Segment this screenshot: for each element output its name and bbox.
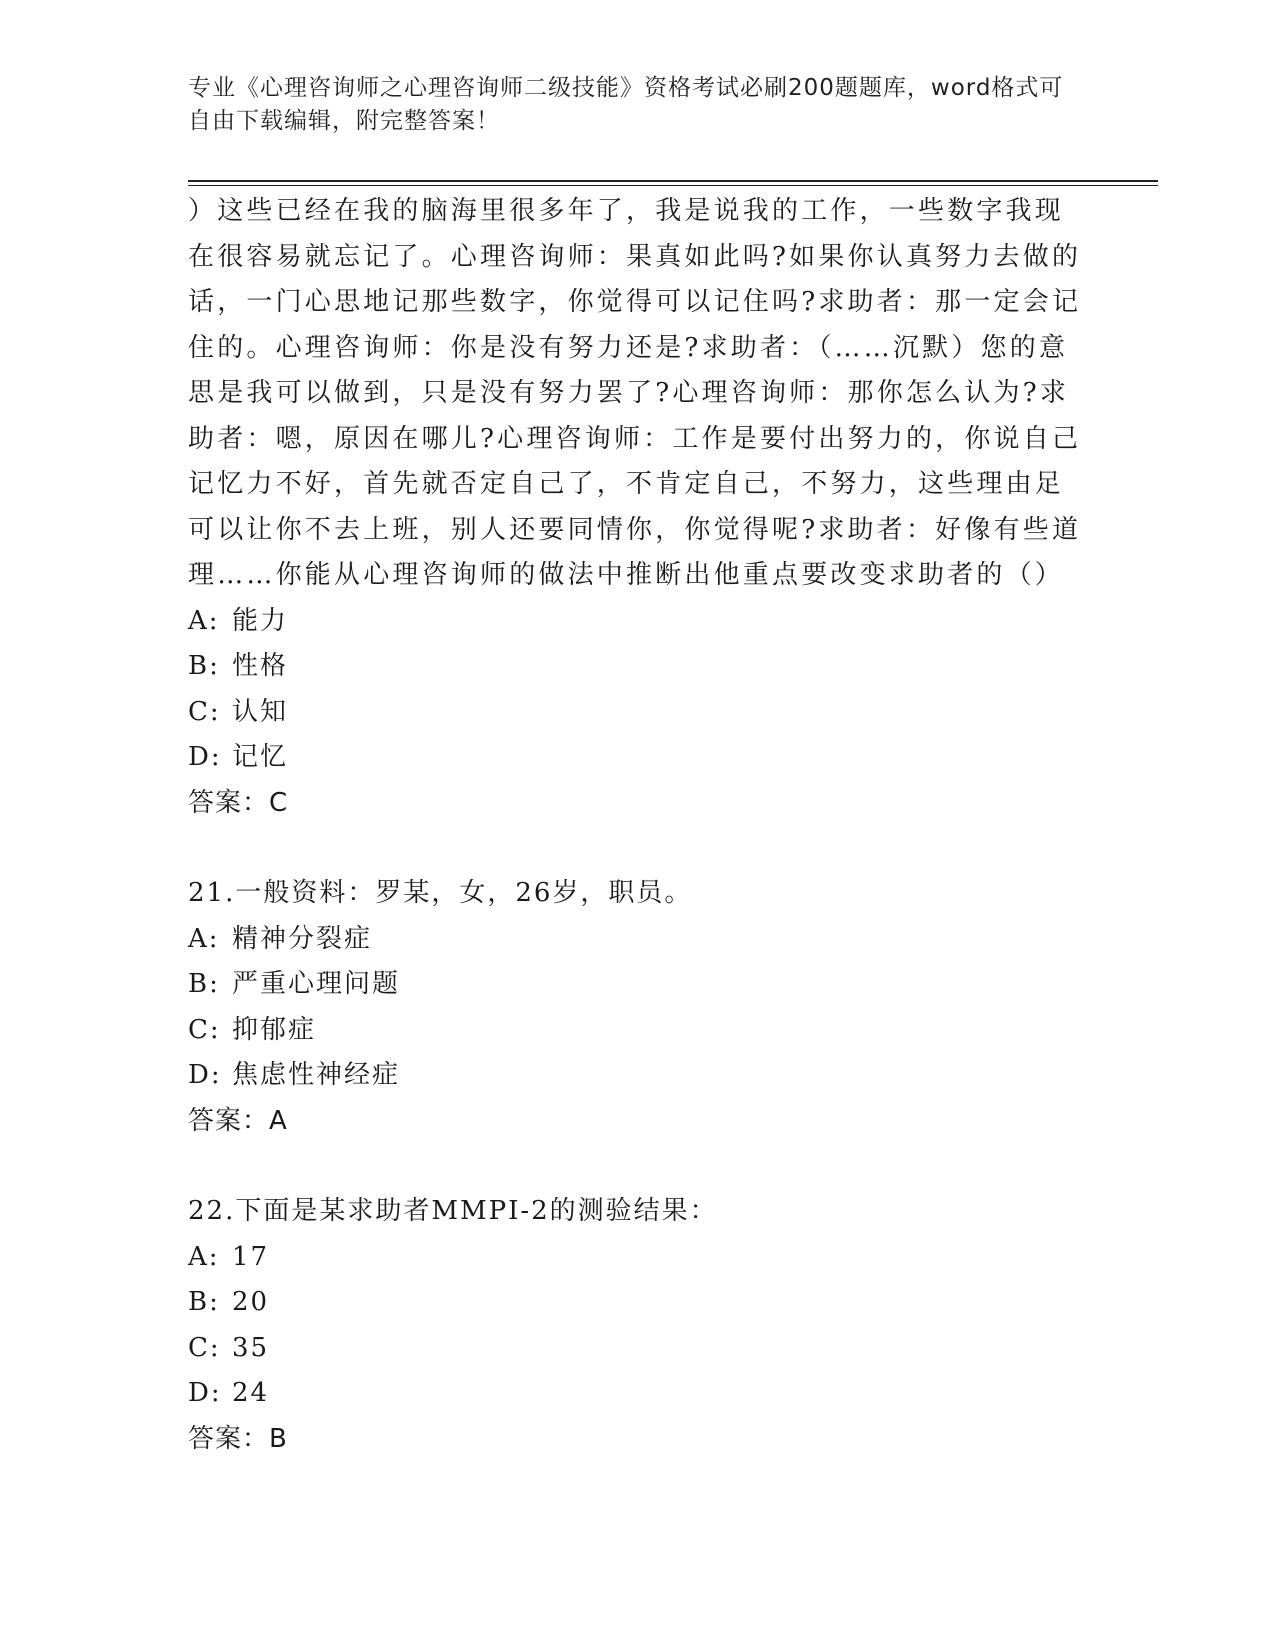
option-d: [188, 1371, 1088, 1417]
passage-line: 话，一门心思地记那些数字，你觉得可以记住吗?求助者：那一定会记: [188, 287, 1082, 317]
option-text: 35: [232, 1332, 270, 1363]
option-c: [188, 1008, 1088, 1054]
passage-line: 助者：嗯，原因在哪儿?心理咨询师：工作是要付出努力的，你说自己: [188, 423, 1082, 454]
option-c: [188, 690, 1088, 736]
option-key: C:: [188, 1014, 221, 1045]
option-key: B:: [188, 1287, 220, 1317]
passage-line: 可以让你不去上班，别人还要同情你，你觉得呢?求助者：好像有些道: [188, 514, 1082, 545]
option-b: [188, 1280, 1088, 1326]
answer-line: 答案：A: [188, 1105, 288, 1136]
option-key: C:: [188, 1332, 221, 1363]
option-text: 焦虑性神经症: [232, 1060, 401, 1090]
spacer: [188, 1144, 1088, 1189]
option-key: A:: [188, 605, 220, 636]
passage-line: 住的。心理咨询师：你是没有努力还是?求助者：（……沉默）您的意: [188, 332, 1069, 363]
document-body: [188, 189, 1088, 1462]
option-key: D:: [188, 742, 222, 772]
option-key: D:: [188, 1060, 222, 1090]
option-text: 记忆: [232, 742, 289, 772]
header-divider-thick: [188, 180, 1158, 182]
question-block-continued: [188, 189, 1088, 826]
question-stem: 22.下面是某求助者MMPI-2的测验结果：: [188, 1196, 718, 1226]
option-key: B:: [188, 969, 220, 999]
header-divider-thin: [188, 185, 1158, 186]
passage-line: 记忆力不好，首先就否定自己了，不肯定自己，不努力，这些理由足: [188, 469, 1065, 499]
document-header: 专业《心理咨询师之心理咨询师二级技能》资格考试必刷200题题库，word格式可自由下载编辑，附完整答案！: [188, 75, 1064, 134]
option-key: A:: [188, 923, 220, 954]
option-text: 抑郁症: [232, 1014, 317, 1045]
option-key: C:: [188, 696, 221, 727]
passage-line: 思是我可以做到，只是没有努力罢了?心理咨询师：那你怎么认为?求: [188, 378, 1070, 408]
option-text: 20: [232, 1287, 270, 1317]
option-a: [188, 1235, 1088, 1281]
option-b: [188, 644, 1088, 690]
option-c: [188, 1326, 1088, 1372]
passage-line: 在很容易就忘记了。心理咨询师：果真如此吗?如果你认真努力去做的: [188, 241, 1082, 272]
passage-line: 理……你能从心理咨询师的做法中推断出他重点要改变求助者的（）: [188, 560, 1065, 590]
spacer: [188, 826, 1088, 871]
option-text: 精神分裂症: [232, 923, 373, 954]
option-text: 24: [232, 1378, 270, 1408]
option-text: 性格: [232, 651, 289, 681]
passage-line: ）这些已经在我的脑海里很多年了，我是说我的工作，一些数字我现: [188, 196, 1065, 226]
option-d: [188, 1053, 1088, 1099]
question-block-22: [188, 1189, 1088, 1462]
option-b: [188, 962, 1088, 1008]
option-d: [188, 735, 1088, 781]
option-key: D:: [188, 1378, 222, 1408]
question-stem: 21.一般资料：罗某，女，26岁，职员。: [188, 878, 693, 908]
option-a: [188, 599, 1088, 645]
question-block-21: [188, 871, 1088, 1144]
option-text: 认知: [232, 696, 289, 727]
option-key: A:: [188, 1241, 220, 1272]
option-text: 严重心理问题: [232, 969, 401, 999]
option-a: [188, 917, 1088, 963]
answer-line: 答案：C: [188, 787, 289, 818]
option-key: B:: [188, 651, 220, 681]
option-text: 17: [232, 1241, 270, 1272]
answer-line: 答案：B: [188, 1423, 288, 1454]
option-text: 能力: [232, 605, 289, 636]
